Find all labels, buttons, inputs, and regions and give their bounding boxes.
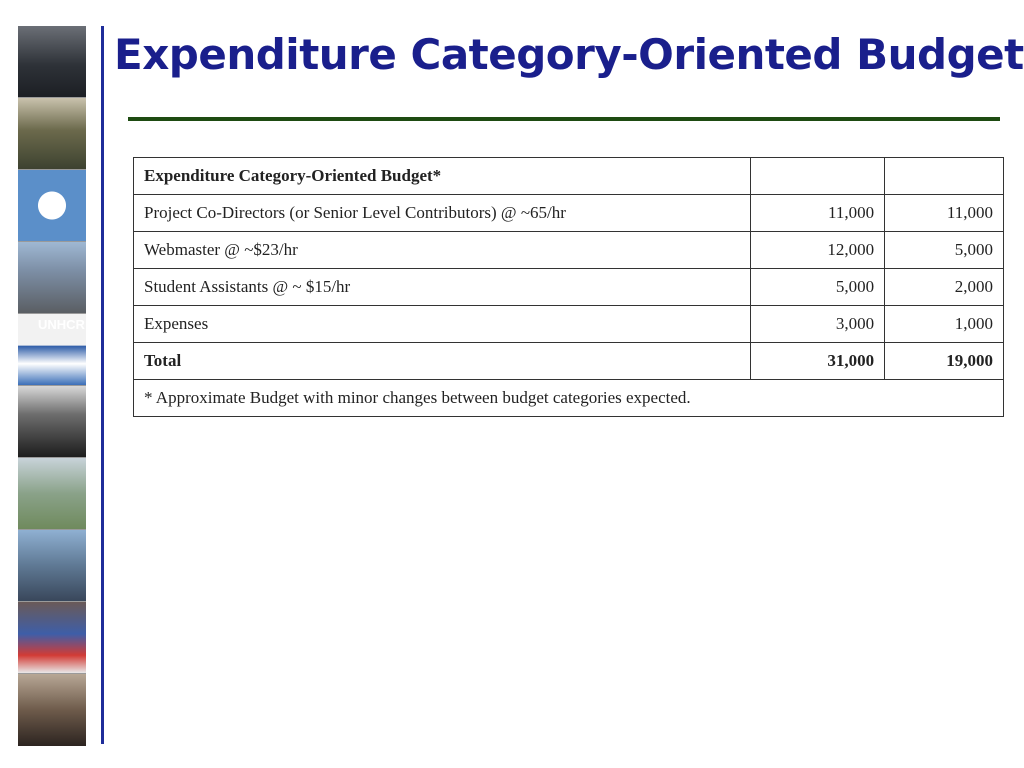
table-row — [134, 232, 1004, 269]
table-header-row — [134, 158, 1004, 195]
row-label: Student Assistants @ ~ $15/hr — [134, 269, 751, 306]
table-header-label: Expenditure Category-Oriented Budget* — [134, 158, 751, 195]
unhcr-logo-text: UNHCR — [38, 317, 85, 332]
row-value-a: 11,000 — [751, 195, 885, 232]
table-row — [134, 269, 1004, 306]
table-row — [134, 306, 1004, 343]
table-row — [134, 195, 1004, 232]
row-label: Project Co-Directors (or Senior Level Contributors) @ ~65/hr — [134, 195, 751, 232]
row-value-b: 11,000 — [885, 195, 1004, 232]
fighter-jet-photo — [18, 530, 86, 602]
budget-table — [133, 157, 1004, 417]
row-value-a: 5,000 — [751, 269, 885, 306]
row-value-a: 12,000 — [751, 232, 885, 269]
cemetery-photo — [18, 458, 86, 530]
table-footnote-row — [134, 380, 1004, 417]
row-label: Webmaster @ ~$23/hr — [134, 232, 751, 269]
handcuffs-photo — [18, 674, 86, 746]
row-value-b: 1,000 — [885, 306, 1004, 343]
soldier-photo — [18, 98, 86, 170]
photo-strip — [18, 26, 86, 752]
table-header-col-a — [751, 158, 885, 195]
total-value-a: 31,000 — [751, 343, 885, 380]
burning-tower-photo — [18, 242, 86, 314]
row-value-a: 3,000 — [751, 306, 885, 343]
slide-title: Expenditure Category-Oriented Budget — [114, 30, 1024, 79]
unhcr-truck-photo — [18, 314, 86, 386]
row-value-b: 5,000 — [885, 232, 1004, 269]
table-header-col-b — [885, 158, 1004, 195]
vertical-divider — [101, 26, 104, 744]
total-label: Total — [134, 343, 751, 380]
table-footnote: * Approximate Budget with minor changes between budget categories expected. — [134, 380, 1004, 417]
un-emblem-photo — [18, 170, 86, 242]
riot-police-photo — [18, 26, 86, 98]
title-underline — [128, 117, 1000, 121]
table-total-row — [134, 343, 1004, 380]
row-label: Expenses — [134, 306, 751, 343]
row-value-b: 2,000 — [885, 269, 1004, 306]
mlk-portrait-photo — [18, 386, 86, 458]
protest-signs-photo — [18, 602, 86, 674]
total-value-b: 19,000 — [885, 343, 1004, 380]
